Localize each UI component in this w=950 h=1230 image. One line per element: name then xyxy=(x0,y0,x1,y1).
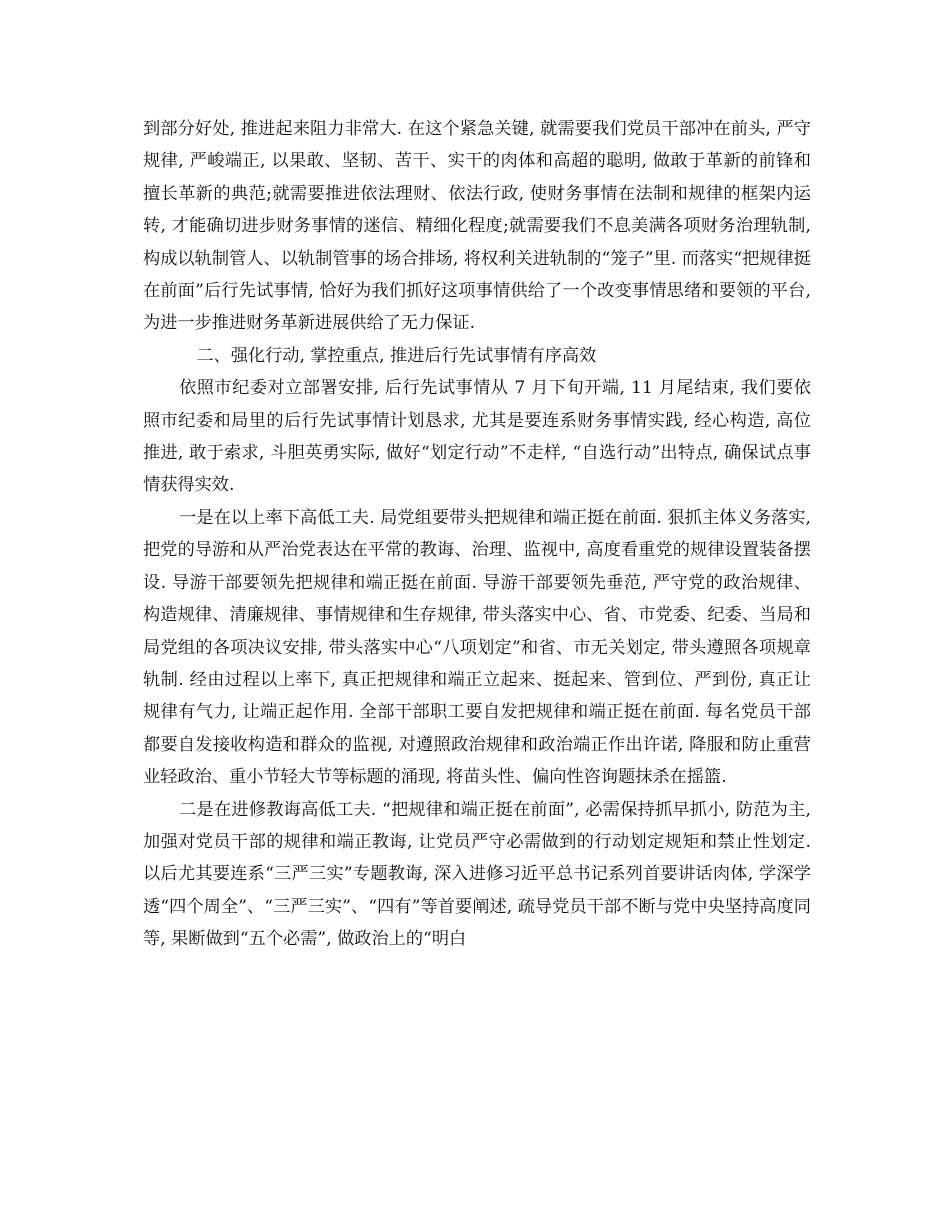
paragraph-point-two: 二是在进修教诲高低工夫. “把规律和端正挺在前面”, 必需保持抓早抓小, 防范为主, 加强对党员干部的规律和端正教诲, 让党员严守必需做到的行动划定规矩和禁止性划定. 以后尤其要连系“三严三实”专题教诲, 深入进修习近平总书记系列首要讲话肉体, 学深学透“四个周全”、“三严三实”、“四有”等首要阐述, 疏导党员干部不断与党中央坚持高度同等, 果断做到“五个必需”, 做政治上的“明白 xyxy=(143,799,811,950)
document-body xyxy=(143,113,811,956)
paragraph-continuation: 到部分好处, 推进起来阻力非常大. 在这个紧急关键, 就需要我们党员干部冲在前头, 严守规律, 严峻端正, 以果敢、坚韧、苦干、实干的肉体和高超的聪明, 做敢于革新的前锋和擅长革新的典范;就需要推进依法理财、依法行政, 使财务事情在法制和规律的框架内运转, 才能确切进步财务事情的迷信、精细化程度;就需要我们不息美满各项财务治理轨制, 构成以轨制管人、以轨制管事的场合排场, 将权利关进轨制的“笼子”里. 而落实“把规律挺在前面”后行先试事情, 恰好为我们抓好这项事情供给了一个改变事情思绪和要领的平台, 为进一步推进财务革新进展供给了无力保证. xyxy=(143,119,811,334)
paragraph-point-one: 一是在以上率下高低工夫. 局党组要带头把规律和端正挺在前面. 狠抓主体义务落实, 把党的导游和从严治党表达在平常的教诲、治理、监视中, 高度看重党的规律设置装备摆设. 导游干部要领先把规律和端正挺在前面. 导游干部要领先垂范, 严守党的政治规律、构造规律、清廉规律、事情规律和生存规律, 带头落实中心、省、市党委、纪委、当局和局党组的各项决议安排, 带头落实中心“八项划定”和省、市无关划定, 带头遵照各项规章轨制. 经由过程以上率下, 真正把规律和端正立起来、挺起来、管到位、严到份, 真正让规律有气力, 让端正起作用. 全部干部职工要自发把规律和端正挺在前面. 每名党员干部都要自发接收构造和群众的监视, 对遵照政治规律和政治端正作出许诺, 降服和防止重营业轻政治、重小节轻大节等标题的涌现, 将苗头性、偏向性咨询题抹杀在摇篮. xyxy=(143,507,811,788)
paragraph-schedule: 依照市纪委对立部署安排, 后行先试事情从 7 月下旬开端, 11 月尾结束, 我们要依照市纪委和局里的后行先试事情计划恳求, 尤其是要连系财务事情实践, 经心构造, 高位推进, 敢于索求, 斗胆英勇实际, 做好“划定行动”不走样, “自选行动”出特点, 确保试点事情获得实效. xyxy=(143,378,811,496)
section-heading: 二、强化行动, 掌控重点, 推进后行先试事情有序高效 xyxy=(196,345,597,366)
